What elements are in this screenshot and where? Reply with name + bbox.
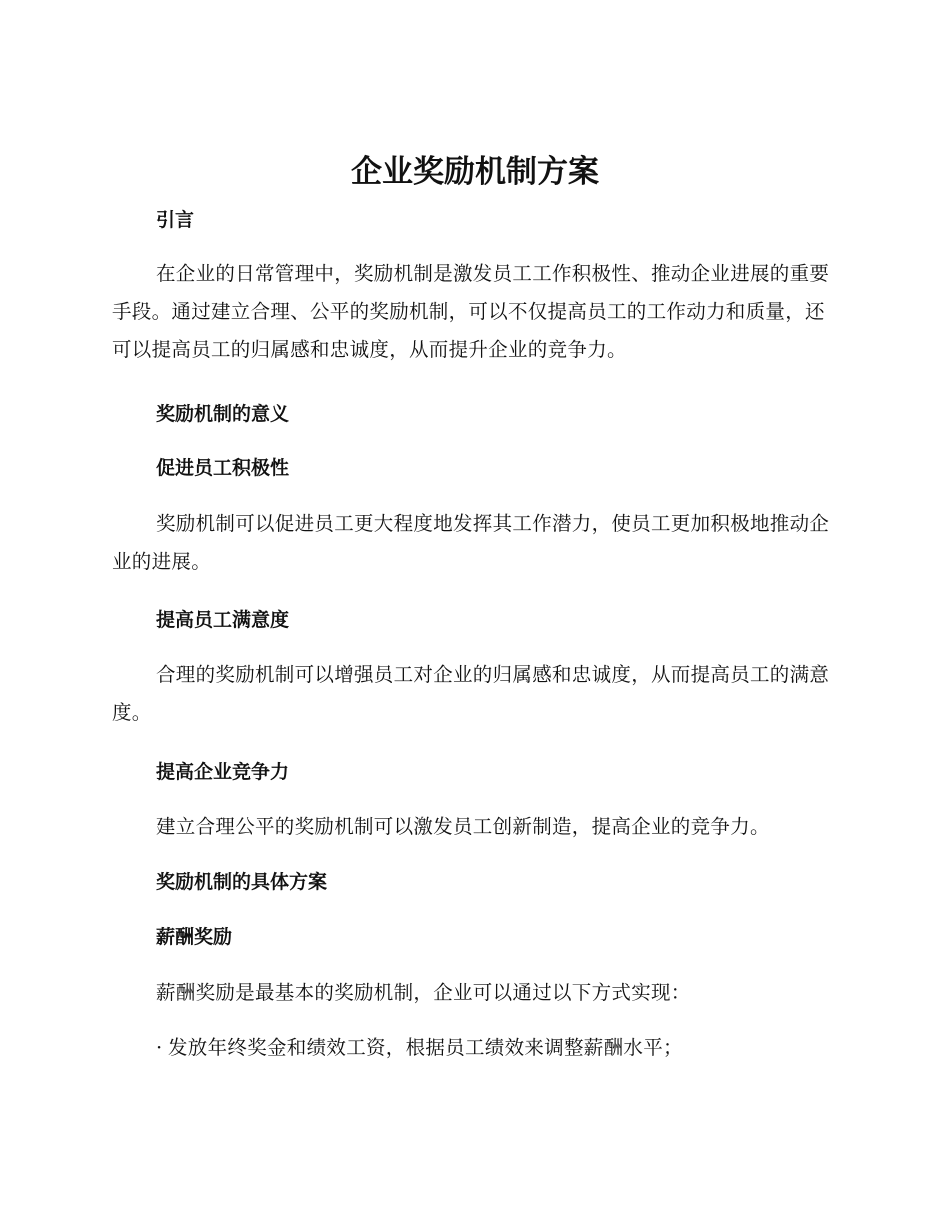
bullet-dot: ·: [156, 1036, 163, 1059]
bullet-text: 发放年终奖金和绩效工资，根据员工绩效来调整薪酬水平；: [168, 1036, 683, 1059]
paragraph-competitiveness: 建立合理公平的奖励机制可以激发员工创新制造，提高企业的竞争力。: [156, 815, 770, 838]
paragraph-motivation: 奖励机制可以促进员工更大程度地发挥其工作潜力，使员工更加积极地推动企业的进展。: [112, 512, 830, 573]
paragraph-salary: 薪酬奖励是最基本的奖励机制，企业可以通过以下方式实现：: [156, 981, 691, 1004]
subsection-heading-motivation: 促进员工积极性: [156, 457, 290, 479]
section-heading-intro: 引言: [156, 209, 195, 231]
section-heading-plan: 奖励机制的具体方案: [156, 871, 328, 893]
document-title: 企业奖励机制方案: [351, 154, 599, 190]
subsection-heading-salary: 薪酬奖励: [156, 926, 233, 948]
paragraph-satisfaction: 合理的奖励机制可以增强员工对企业的归属感和忠诚度，从而提高员工的满意度。: [112, 663, 830, 724]
subsection-heading-satisfaction: 提高员工满意度: [156, 609, 290, 631]
section-heading-meaning: 奖励机制的意义: [156, 403, 290, 425]
subsection-heading-competitiveness: 提高企业竞争力: [156, 761, 290, 783]
paragraph-intro: 在企业的日常管理中，奖励机制是激发员工工作积极性、推动企业进展的重要手段。通过建立合理、公平的奖励机制，可以不仅提高员工的工作动力和质量，还可以提高员工的归属感和忠诚度，从而提升企业的竞争力。: [112, 262, 830, 361]
bullet-item: [156, 1029, 683, 1067]
